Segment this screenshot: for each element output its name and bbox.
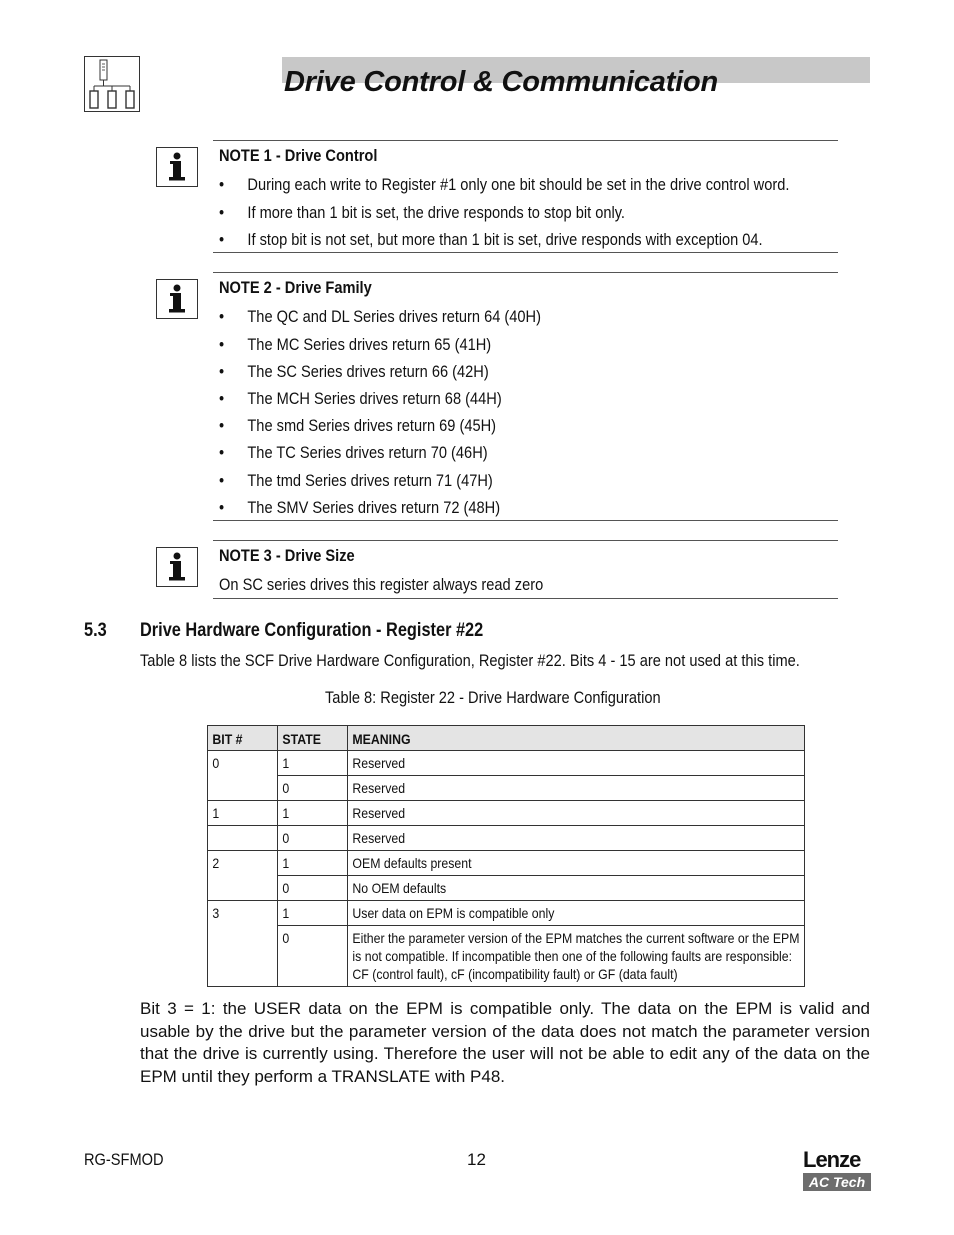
- list-item: • If stop bit is not set, but more than 1 bit is set, drive responds with exception 04.: [219, 230, 763, 249]
- list-item: • The smd Series drives return 69 (45H): [219, 416, 497, 435]
- list-item: • The MCH Series drives return 68 (44H): [219, 389, 502, 408]
- state-cell: 1: [278, 851, 348, 876]
- table-row: [208, 851, 805, 876]
- table-row: [208, 826, 805, 851]
- meaning-cell: No OEM defaults: [348, 876, 805, 901]
- list-item: • The tmd Series drives return 71 (47H): [219, 471, 493, 490]
- meaning-cell: Reserved: [348, 801, 805, 826]
- section-title: Drive Hardware Configuration - Register #22: [140, 620, 484, 641]
- table-row: [208, 876, 805, 901]
- state-cell: 0: [278, 776, 348, 801]
- column-header-meaning: MEANING: [348, 726, 805, 751]
- table-row: [208, 926, 805, 987]
- column-header-state: STATE: [278, 726, 348, 751]
- note-title: NOTE 1 - Drive Control: [219, 146, 378, 165]
- meaning-cell: Reserved: [348, 776, 805, 801]
- network-diagram-icon: [84, 56, 140, 112]
- table-header-row: [208, 726, 805, 751]
- meaning-cell: Reserved: [348, 751, 805, 776]
- info-icon: [156, 147, 198, 187]
- state-cell: 1: [278, 801, 348, 826]
- state-cell: 1: [278, 751, 348, 776]
- state-cell: 0: [278, 876, 348, 901]
- list-item: • If more than 1 bit is set, the drive responds to stop bit only.: [219, 203, 625, 222]
- meaning-cell: Either the parameter version of the EPM matches the current software or the EPM is not compatible. If incompatible then one of the following faults are responsible: CF (control fault), cF (incompatibility fault) or GF (data fault): [348, 926, 805, 987]
- page-number: 12: [467, 1150, 486, 1169]
- note-drive-family: [213, 272, 838, 521]
- list-item: • The TC Series drives return 70 (46H): [219, 443, 488, 462]
- note-drive-control: [213, 140, 838, 253]
- bit-cell: [208, 826, 278, 851]
- list-item: • The QC and DL Series drives return 64 (40H): [219, 307, 541, 326]
- state-cell: 0: [278, 926, 348, 987]
- state-cell: 0: [278, 826, 348, 851]
- table-caption: Table 8: Register 22 - Drive Hardware Configuration: [325, 688, 661, 707]
- note-drive-size: [213, 540, 838, 599]
- column-header-bit: BIT #: [208, 726, 278, 751]
- info-icon: [156, 279, 198, 319]
- logo-wordmark: Lenze: [803, 1147, 861, 1172]
- page-title: Drive Control & Communication: [284, 66, 719, 98]
- meaning-cell: OEM defaults present: [348, 851, 805, 876]
- note-title: NOTE 2 - Drive Family: [219, 278, 372, 297]
- table-row: [208, 801, 805, 826]
- list-item: • During each write to Register #1 only one bit should be set in the drive control word.: [219, 175, 790, 194]
- bit-cell: 1: [208, 801, 278, 826]
- bit-cell: 3: [208, 901, 278, 987]
- table-row: [208, 776, 805, 801]
- section-intro: Table 8 lists the SCF Drive Hardware Configuration, Register #22. Bits 4 - 15 are not used at this time.: [140, 651, 800, 670]
- body-paragraph: Bit 3 = 1: the USER data on the EPM is compatible only. The data on the EPM is valid and usable by the drive but the parameter version of the data does not match the parameter version that the drive is currently using. Therefore the user will not be able to edit any of the data on the EPM until they perform a TRANSLATE with P48.: [140, 999, 870, 1086]
- bit-cell: 0: [208, 751, 278, 801]
- bit-cell: 2: [208, 851, 278, 901]
- hardware-config-table: [207, 725, 805, 987]
- meaning-cell: Reserved: [348, 826, 805, 851]
- list-item: • The MC Series drives return 65 (41H): [219, 335, 492, 354]
- list-item: • The SC Series drives return 66 (42H): [219, 362, 489, 381]
- note-text: On SC series drives this register always read zero: [219, 575, 544, 594]
- meaning-cell: User data on EPM is compatible only: [348, 901, 805, 926]
- table-row: [208, 751, 805, 776]
- note-title: NOTE 3 - Drive Size: [219, 546, 355, 565]
- table-row: [208, 901, 805, 926]
- document-id: RG-SFMOD: [84, 1150, 164, 1169]
- list-item: • The SMV Series drives return 72 (48H): [219, 498, 501, 517]
- lenze-ac-tech-logo: [803, 1148, 871, 1191]
- logo-subbrand: AC Tech: [803, 1173, 871, 1191]
- section-number: 5.3: [84, 620, 107, 641]
- state-cell: 1: [278, 901, 348, 926]
- info-icon: [156, 547, 198, 587]
